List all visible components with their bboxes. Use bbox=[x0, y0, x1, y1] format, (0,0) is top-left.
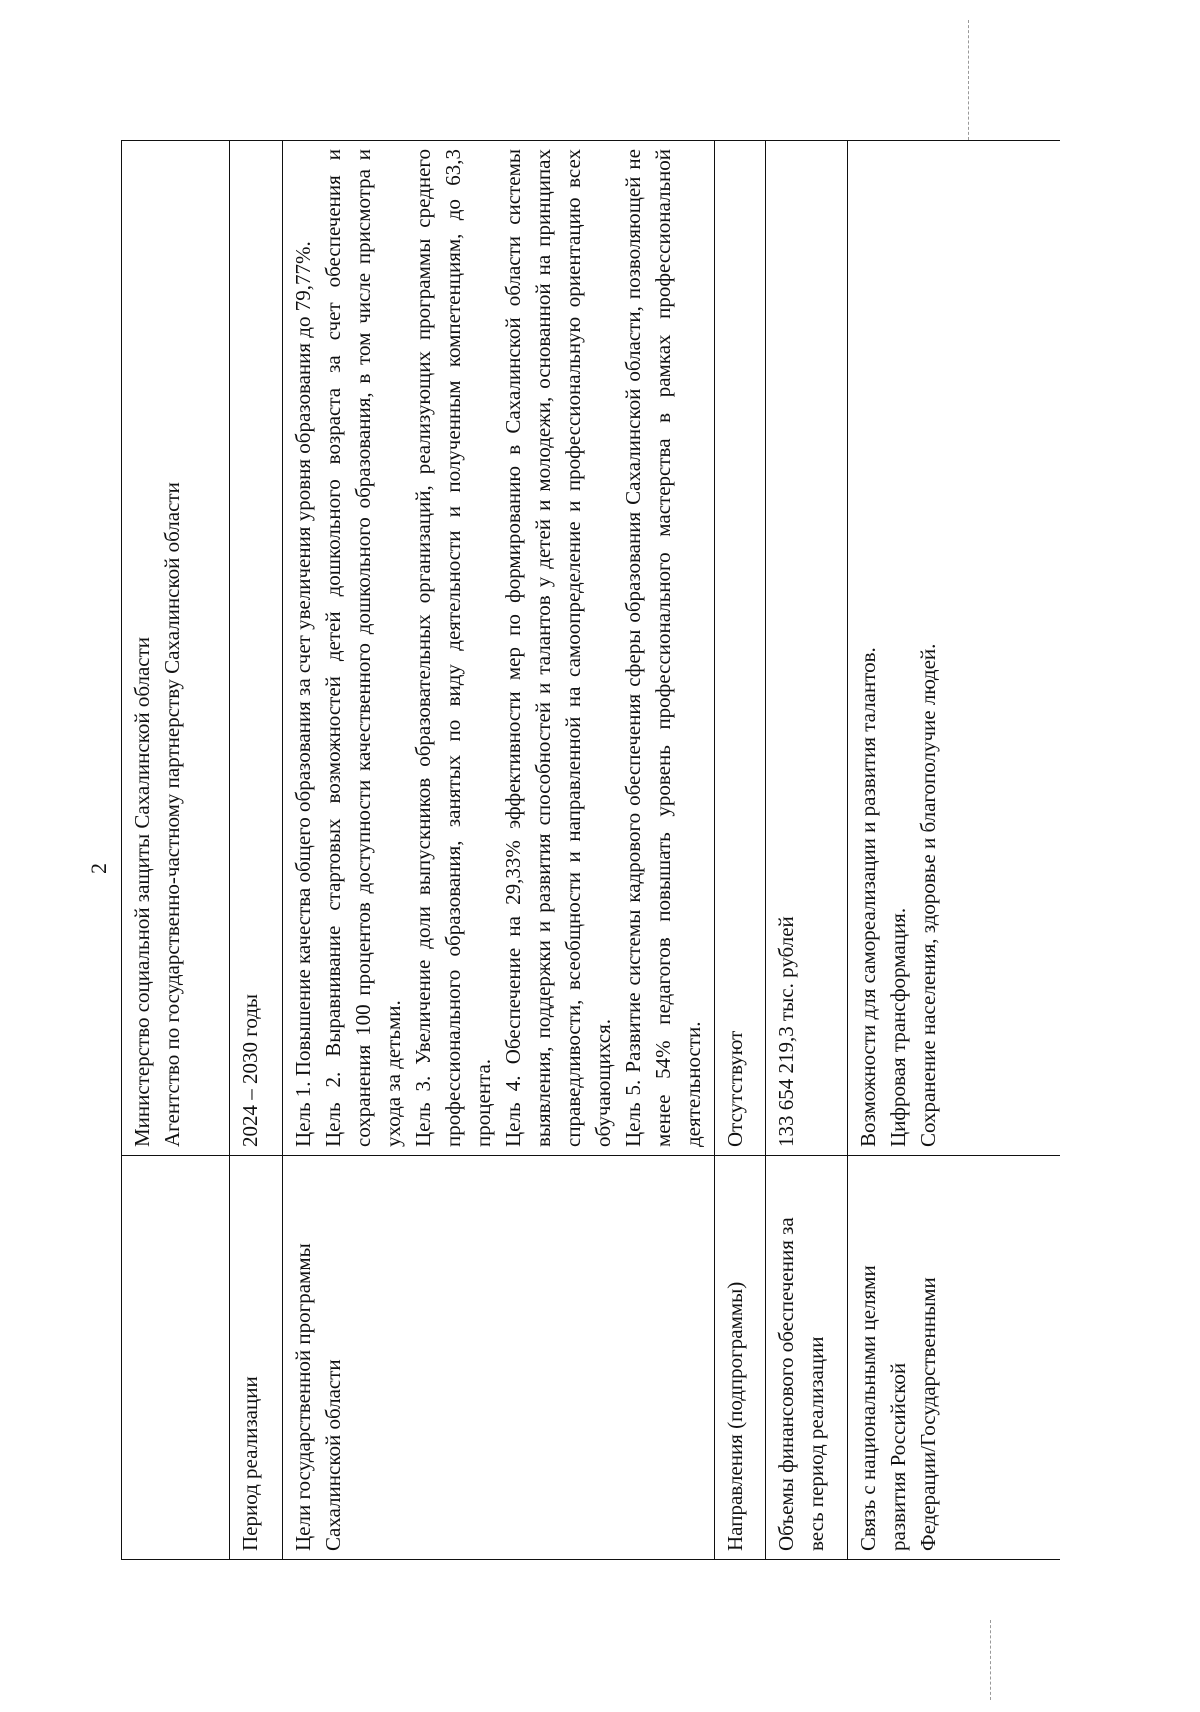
scan-edge-line bbox=[990, 1620, 991, 1700]
period-label: Период реализации bbox=[230, 1156, 283, 1560]
directions-label: Направления (подпрограммы) bbox=[715, 1156, 766, 1560]
national-goals-value bbox=[848, 141, 1061, 1156]
national-goals-label-line: развития Российской bbox=[886, 1362, 910, 1551]
goal-item: Цель 2. Выравнивание стартовых возможностей детей дошкольного возраста за счет обеспечения и сохранения 100 процентов доступности качественного дошкольного образования, в том числе присмотра и ухода за детьми. bbox=[321, 149, 405, 1147]
goals-label: Цели государственной программы Сахалинской области bbox=[283, 1156, 715, 1560]
national-goal-line: Возможности для самореализации и развития талантов. bbox=[856, 647, 880, 1147]
table-row-national-goals bbox=[848, 141, 1061, 1560]
national-goal-line: Цифровая трансформация. bbox=[886, 907, 910, 1147]
national-goal-line: Сохранение населения, здоровье и благополучие людей. bbox=[916, 643, 940, 1147]
goal-item: Цель 1. Повышение качества общего образования за счет увеличения уровня образования до 79,77%. bbox=[291, 241, 315, 1147]
directions-value: Отсутствуют bbox=[715, 141, 766, 1156]
table-row-responsible bbox=[122, 141, 230, 1560]
table-row-period bbox=[230, 141, 283, 1560]
responsible-value-cell bbox=[122, 141, 230, 1156]
goal-item: Цель 5. Развитие системы кадрового обеспечения сферы образования Сахалинской области, позволяющей не менее 54% педагогов повышать уровень профессионального мастерства в рамках профессиональной деятельности. bbox=[621, 149, 705, 1147]
table-row-goals bbox=[283, 141, 715, 1560]
financing-label-line: Объемы финансового обеспечения за bbox=[774, 1217, 798, 1551]
responsible-line: Агентство по государственно-частному партнерству Сахалинской области bbox=[160, 482, 184, 1147]
program-passport-table bbox=[121, 140, 1060, 1560]
financing-label-line: весь период реализации bbox=[804, 1336, 828, 1551]
page-number: 2 bbox=[86, 863, 111, 874]
goals-list bbox=[283, 141, 715, 1156]
goal-item: Цель 3. Увеличение доли выпускников образовательных организаций, реализующих программы среднего профессионального образования, занятых по виду деятельности и полученным компетенциям, до 63,3 процента. bbox=[411, 149, 495, 1147]
table-row-financing bbox=[766, 141, 848, 1560]
table-row-directions bbox=[715, 141, 766, 1560]
national-goals-label bbox=[848, 1156, 1061, 1560]
period-value: 2024 – 2030 годы bbox=[230, 141, 283, 1156]
national-goals-label-line: Связь с национальными целями bbox=[856, 1265, 880, 1551]
goal-item: Цель 4. Обеспечение на 29,33% эффективности мер по формированию в Сахалинской области системы выявления, поддержки и развития способностей и талантов у детей и молодежи, основанной на принципах справедливости, всеобщности и направленной на самоопределение и профессиональную ориентацию всех обучающихся. bbox=[501, 149, 615, 1147]
financing-label bbox=[766, 1156, 848, 1560]
scan-edge-line bbox=[968, 20, 969, 140]
financing-value: 133 654 219,3 тыс. рублей bbox=[766, 141, 848, 1156]
national-goals-label-line: Федерации/Государственными bbox=[916, 1277, 940, 1551]
responsible-label-cell bbox=[122, 1156, 230, 1560]
responsible-line: Министерство социальной защиты Сахалинской области bbox=[130, 636, 154, 1147]
